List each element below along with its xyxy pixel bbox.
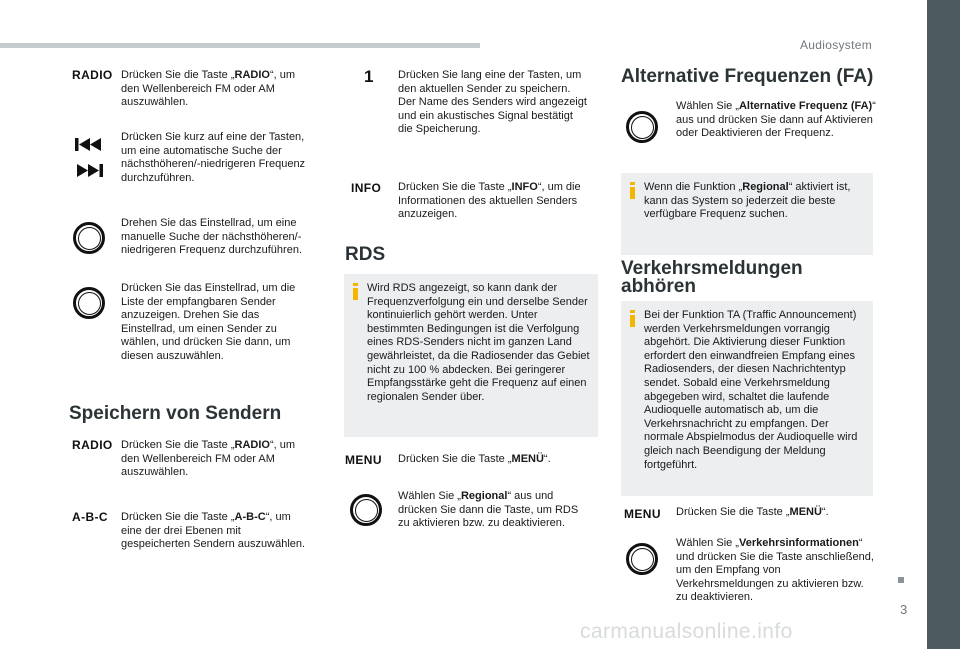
radio-key-label: RADIO — [72, 438, 113, 452]
dial-turn-instruction: Drehen Sie das Einstellrad, um eine manuelle Suche der nächsthöheren/-niedrigeren Frequenz durchzuführen. — [121, 217, 303, 257]
section-title: Audiosystem — [800, 38, 872, 52]
rds-info-box — [344, 274, 598, 437]
abc-key-label: A-B-C — [72, 510, 108, 524]
regional-info-text: Wenn die Funktion „Regional“ aktiviert ist, kann das System so jederzeit die beste verfügbare Frequenz suchen. — [644, 181, 851, 221]
rds-info-text: Wird RDS angezeigt, so kann dank der Frequenzverfolgung ein und derselbe Sender kontinuierlich gehört werden. Unter bestimmten Bedingungen ist die Verfolgung eines RDS-Senders nicht im ganzen Land gewährleistet, da die Radiosender das Gebiet nicht zu 100 % abdecken. Bei geringerer Empfangsstärke geht die Frequenz auf einen regionalen Sender über. — [367, 282, 590, 403]
menu-instruction-2: Drücken Sie die Taste „MENÜ“. — [676, 506, 829, 518]
heading-rds: RDS — [345, 244, 386, 265]
heading-traffic-1: Verkehrsmeldungen — [621, 258, 803, 279]
traffic-instruction: Wählen Sie „Verkehrsinformationen“ und drücken Sie die Taste anschließend, um den Empfang von Verkehrsmeldungen zu aktivieren bzw. zu deaktivieren. — [676, 537, 874, 604]
header-rule — [0, 43, 480, 48]
seek-buttons-icon — [74, 136, 104, 180]
watermark: carmanualsonline.info — [580, 620, 793, 643]
info-icon — [630, 182, 635, 199]
seek-instruction: Drücken Sie kurz auf eine der Tasten, um eine automatische Suche der nächsthöheren/-niedrigeren Frequenz durchzuführen. — [121, 131, 306, 184]
radio-instruction-2: Drücken Sie die Taste „RADIO“, um den Wellenbereich FM oder AM auszuwählen. — [121, 439, 296, 479]
preset-instruction: Drücken Sie lang eine der Tasten, um den aktuellen Sender zu speichern. Der Name des Senders wird angezeigt und ein akustisches Signal bestätigt die Speicherung. — [398, 69, 587, 136]
info-icon — [353, 283, 358, 300]
page-sidebar — [927, 0, 960, 649]
menu-key-label: MENU — [345, 453, 382, 467]
info-icon — [630, 310, 635, 327]
dial-press-instruction: Drücken Sie das Einstellrad, um die Liste der empfangbaren Sender anzuzeigen. Drehen Sie das Einstellrad, um einen Sender zu wählen, und drücken Sie dann, um diesen auszuwählen. — [121, 282, 296, 362]
preset-key-label: 1 — [364, 67, 374, 86]
menu-instruction: Drücken Sie die Taste „MENÜ“. — [398, 453, 551, 465]
abc-instruction: Drücken Sie die Taste „A-B-C“, um eine der drei Ebenen mit gespeicherten Sendern auszuwählen. — [121, 511, 306, 551]
traffic-info-text: Bei der Funktion TA (Traffic Announcement) werden Verkehrsmeldungen vorrangig abgehört. Die Aktivierung dieser Funktion erfordert den einwandfreien Empfang eines Radiosenders, der diesen Nachrichtentyp sendet. Sobald eine Verkehrsmeldung abgegeben wird, schaltet die laufende Audioquelle automatisch ab, um die Verkehrsnachricht zu empfangen. Der normale Abspielmodus der Audioquelle wird gleich nach Beendigung der Meldung fortgeführt. — [644, 309, 858, 471]
dial-knob-icon — [73, 287, 105, 319]
traffic-info-box — [621, 301, 873, 496]
dial-knob-icon — [626, 111, 658, 143]
regional-info-box — [621, 173, 873, 255]
info-instruction: Drücken Sie die Taste „INFO“, um die Informationen des aktuellen Senders anzuzeigen. — [398, 181, 581, 221]
page-marker — [898, 577, 904, 583]
dial-knob-icon — [73, 222, 105, 254]
dial-knob-icon — [626, 543, 658, 575]
heading-store-stations: Speichern von Sendern — [69, 403, 282, 424]
alt-frequency-instruction: Wählen Sie „Alternative Frequenz (FA)“ aus und drücken Sie dann auf Aktivieren oder Deaktivieren der Frequenz. — [676, 100, 876, 140]
heading-alt-frequencies: Alternative Frequenzen (FA) — [621, 66, 874, 87]
radio-instruction: Drücken Sie die Taste „RADIO“, um den Wellenbereich FM oder AM auszuwählen. — [121, 69, 296, 109]
info-key-label: INFO — [351, 181, 382, 195]
radio-key-label: RADIO — [72, 68, 113, 82]
heading-traffic-2: abhören — [621, 276, 696, 297]
page-number: 3 — [900, 602, 908, 617]
menu-key-label: MENU — [624, 507, 661, 521]
regional-instruction: Wählen Sie „Regional“ aus und drücken Sie dann die Taste, um RDS zu aktivieren bzw. zu deaktivieren. — [398, 490, 579, 530]
dial-knob-icon — [350, 494, 382, 526]
